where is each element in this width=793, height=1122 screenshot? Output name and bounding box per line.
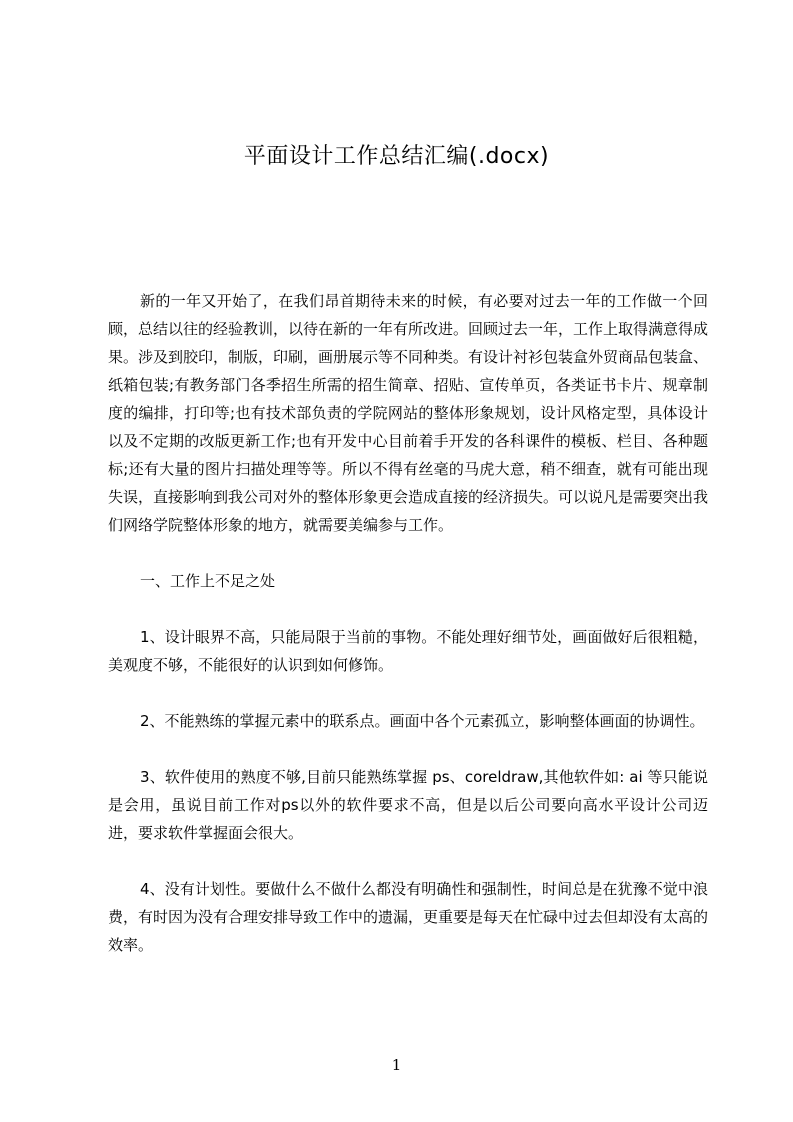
paragraph-spacer <box>108 847 708 875</box>
document-title: 平面设计工作总结汇编(.docx) <box>243 144 550 169</box>
list-item-4: 4、没有计划性。要做什么不做什么都没有明确性和强制性，时间总是在犹豫不觉中浪费，有时因为没有合理安排导致工作中的遗漏，更重要是每天在忙碌中过去但却没有太高的效率。 <box>108 880 709 954</box>
paragraph-spacer <box>108 679 708 707</box>
page-number: 1 <box>391 1056 402 1074</box>
paragraph-spacer <box>108 539 708 567</box>
list-item-2: 2、不能熟练的掌握元素中的联系点。画面中各个元素孤立，影响整体画面的协调性。 <box>140 712 705 730</box>
document-body <box>108 287 708 959</box>
list-item-3: 3、软件使用的熟度不够,目前只能熟练掌握 ps、coreldraw,其他软件如: ai 等只能说是会用，虽说目前工作对ps以外的软件要求不高，但是以后公司要向高水平设计公司迈进，要求软件掌握面会很大。 <box>108 768 708 842</box>
paragraph-spacer <box>108 735 708 763</box>
paragraph-spacer <box>108 595 708 623</box>
section-heading: 一、工作上不足之处 <box>140 572 276 590</box>
intro-paragraph: 新的一年又开始了，在我们昂首期待未来的时候，有必要对过去一年的工作做一个回顾，总结以往的经验教训，以待在新的一年有所改进。回顾过去一年，工作上取得满意得成果。涉及到胶印，制版，印刷，画册展示等不同种类。有设计衬衫包装盒外贸商品包装盒、纸箱包装;有教务部门各季招生所需的招生简章、招贴、宣传单页，各类证书卡片、规章制度的编排，打印等;也有技术部负责的学院网站的整体形象规划，设计风格定型，具体设计以及不定期的改版更新工作;也有开发中心目前着手开发的各科课件的模板、栏目、各种题标;还有大量的图片扫描处理等等。所以不得有丝毫的马虎大意，稍不细查，就有可能出现失误，直接影响到我公司对外的整体形象更会造成直接的经济损失。可以说凡是需要突出我们网络学院整体形象的地方，就需要美编参与工作。 <box>108 292 709 534</box>
list-item-1: 1、设计眼界不高，只能局限于当前的事物。不能处理好细节处，画面做好后很粗糙，美观度不够，不能很好的认识到如何修饰。 <box>108 628 708 674</box>
